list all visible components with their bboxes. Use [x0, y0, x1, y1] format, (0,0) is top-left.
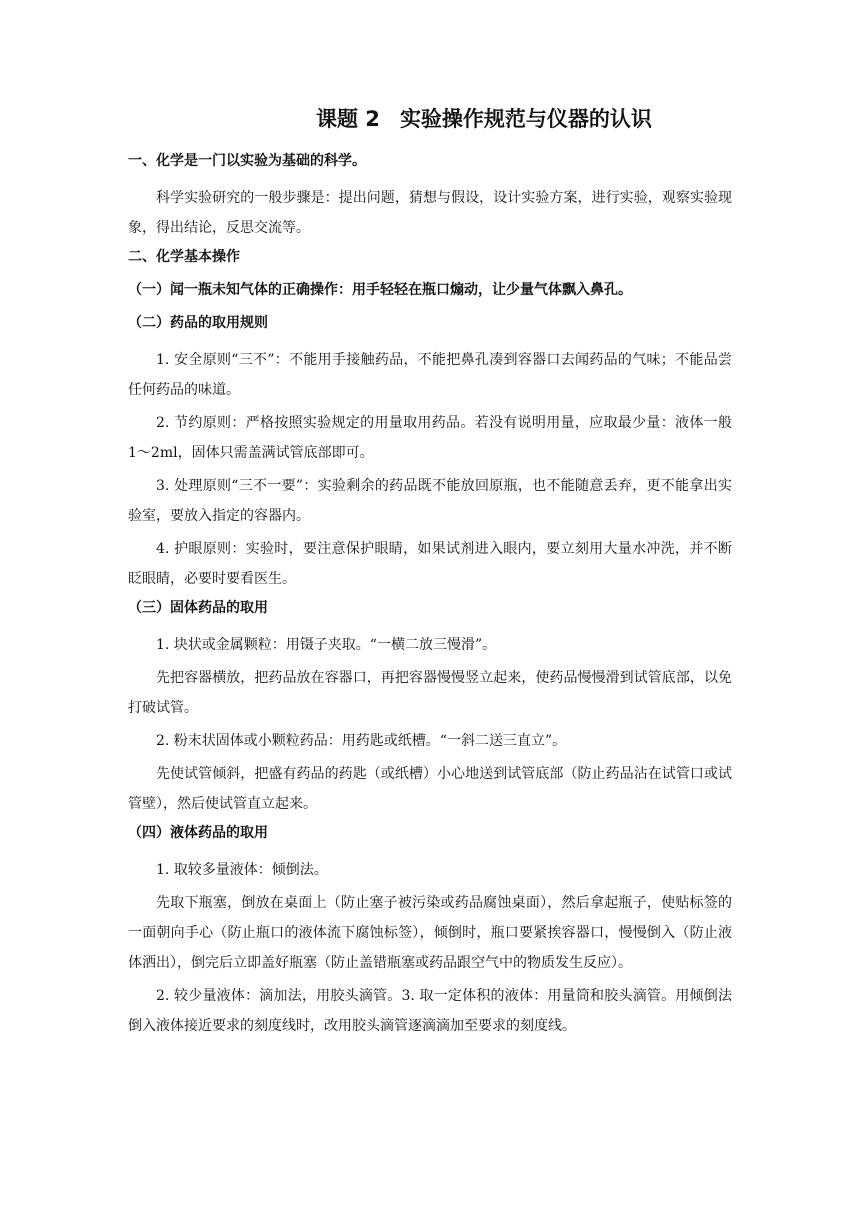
title-text: 实验操作规范与仪器的认识 [399, 107, 652, 131]
document-page [128, 102, 732, 1044]
heading-liquid-drugs: （四）液体药品的取用 [128, 825, 268, 841]
paragraph-saving-rule: 2. 节约原则：严格按照实验规定的用量取用药品。若没有说明用量，应取最少量：液体一般 1～2ml，固体只需盖满试管底部即可。 [128, 415, 732, 461]
paragraph-pouring: 1. 取较多量液体：倾倒法。 [156, 862, 328, 878]
heading-solid-drugs: （三）固体药品的取用 [128, 600, 268, 616]
paragraph-eye-rule: 4. 护眼原则：实验时，要注意保护眼睛，如果试剂进入眼内，要立刻用大量水冲洗，并不断眨眼睛，必要时要看医生。 [128, 541, 732, 587]
paragraph-lump-solid: 1. 块状或金属颗粒：用镊子夹取。“一横二放三慢滑”。 [156, 637, 497, 653]
paragraph-powder-solid: 2. 粉末状固体或小颗粒药品：用药匙或纸槽。“一斜二送三直立”。 [156, 733, 567, 749]
page-title [128, 102, 732, 136]
paragraph-lump-steps: 先把容器横放，把药品放在容器口，再把容器慢慢竖立起来，使药品慢慢滑到试管底部，以免打破试管。 [128, 670, 732, 716]
paragraph-powder-steps: 先使试管倾斜，把盛有药品的药匙（或纸槽）小心地送到试管底部（防止药品沾在试管口或试管壁），然后使试管直立起来。 [128, 766, 732, 812]
paragraph-disposal-rule: 3. 处理原则“三不一要”：实验剩余的药品既不能放回原瓶，也不能随意丢弃，更不能拿出实验室，要放入指定的容器内。 [128, 478, 732, 524]
heading-smell-gas: （一）闻一瓶未知气体的正确操作：用手轻轻在瓶口煽动，让少量气体飘入鼻孔。 [128, 282, 632, 298]
heading-section-2: 二、化学基本操作 [128, 249, 240, 265]
title-number: 课题 2 [316, 107, 380, 131]
paragraph-safety-rule: 1. 安全原则“三不”：不能用手接触药品，不能把鼻孔凑到容器口去闻药品的气味；不能品尝任何药品的味道。 [128, 352, 732, 398]
heading-drug-rules: （二）药品的取用规则 [128, 315, 268, 331]
paragraph-dropper: 2. 较少量液体：滴加法，用胶头滴管。3. 取一定体积的液体：用量筒和胶头滴管。用倾倒法倒入液体接近要求的刻度线时，改用胶头滴管逐滴滴加至要求的刻度线。 [128, 988, 732, 1034]
paragraph-pouring-steps: 先取下瓶塞，倒放在桌面上（防止塞子被污染或药品腐蚀桌面），然后拿起瓶子，使贴标签的一面朝向手心（防止瓶口的液体流下腐蚀标签），倾倒时，瓶口要紧挨容器口，慢慢倒入（防止液体洒出），倒完后立即盖好瓶塞（防止盖错瓶塞或药品跟空气中的物质发生反应）。 [128, 895, 732, 971]
heading-section-1: 一、化学是一门以实验为基础的科学。 [128, 153, 366, 169]
paragraph-research-steps: 科学实验研究的一般步骤是：提出问题，猜想与假设，设计实验方案，进行实验，观察实验现象，得出结论，反思交流等。 [128, 190, 732, 236]
